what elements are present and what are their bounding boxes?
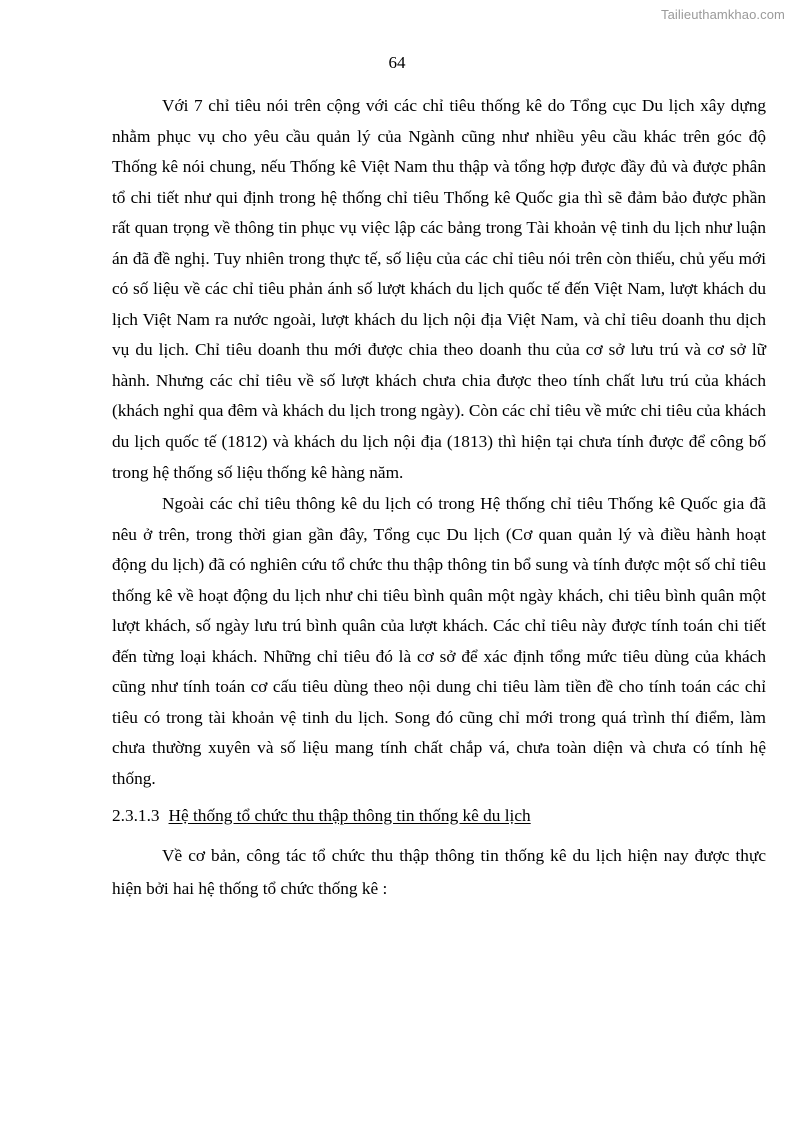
page-number: 64 [388,53,406,72]
document-body [112,91,766,905]
section-heading [112,801,766,832]
paragraph-indicators-summary: Với 7 chỉ tiêu nói trên cộng với các chỉ tiêu thống kê do Tổng cục Du lịch xây dựng nhằm phục vụ cho yêu cầu quản lý của Ngành cũng như nhiều yêu cầu khác trên góc độ Thống kê nói chung, nếu Thống kê Việt Nam thu thập và tổng hợp được đầy đủ và được phân tổ chi tiết như qui định trong hệ thống chỉ tiêu Thống kê Quốc gia thì sẽ đảm bảo được phần rất quan trọng về thông tin phục vụ việc lập các bảng trong Tài khoản vệ tinh du lịch như luận án đã đề nghị. Tuy nhiên trong thực tế, số liệu của các chỉ tiêu nói trên còn thiếu, chủ yếu mới có số liệu về các chỉ tiêu phản ánh số lượt khách du lịch quốc tế đến Việt Nam, lượt khách du lịch Việt Nam ra nước ngoài, lượt khách du lịch nội địa Việt Nam, và chỉ tiêu doanh thu dịch vụ du lịch. Chỉ tiêu doanh thu mới được chia theo doanh thu của cơ sở lưu trú và cơ sở lữ hành. Nhưng các chỉ tiêu về số lượt khách chưa chia được theo tính chất lưu trú của khách (khách nghỉ qua đêm và khách du lịch trong ngày). Còn các chỉ tiêu về mức chi tiêu của khách du lịch quốc tế (1812) và khách du lịch nội địa (1813) thì hiện tại chưa tính được để công bố trong hệ thống số liệu thống kê hàng năm. [112,96,766,482]
watermark-text: Tailieuthamkhao.com [660,7,785,22]
section-number: 2.3.1.3 [112,805,160,825]
section-title: Hệ thống tổ chức thu thập thông tin thống kê du lịch [168,805,531,825]
paragraph-tourism-administration: Ngoài các chỉ tiêu thông kê du lịch có trong Hệ thống chỉ tiêu Thống kê Quốc gia đã nêu ở trên, trong thời gian gần đây, Tổng cục Du lịch (Cơ quan quản lý và điều hành hoạt động du lịch) đã có nghiên cứu tổ chức thu thập thông tin bổ sung và tính được một số chỉ tiêu thống kê về hoạt động du lịch như chi tiêu bình quân một ngày khách, chi tiêu bình quân một lượt khách, số ngày lưu trú bình quân của lượt khách. Các chỉ tiêu này được tính toán chi tiết đến từng loại khách. Những chỉ tiêu đó là cơ sở để xác định tổng mức tiêu dùng của khách cũng như tính toán cơ cấu tiêu dùng theo nội dung chi tiêu làm tiền đề cho tính toán các chỉ tiêu có trong tài khoản vệ tinh du lịch. Song đó cũng chỉ mới trong quá trình thí điểm, làm chưa thường xuyên và số liệu mang tính chất chắp vá, chưa toàn diện và chưa có tính hệ thống. [112,494,766,789]
paragraph-collection-systems: Về cơ bản, công tác tổ chức thu thập thông tin thống kê du lịch hiện nay được thực hiện bởi hai hệ thống tổ chức thống kê : [112,846,766,899]
